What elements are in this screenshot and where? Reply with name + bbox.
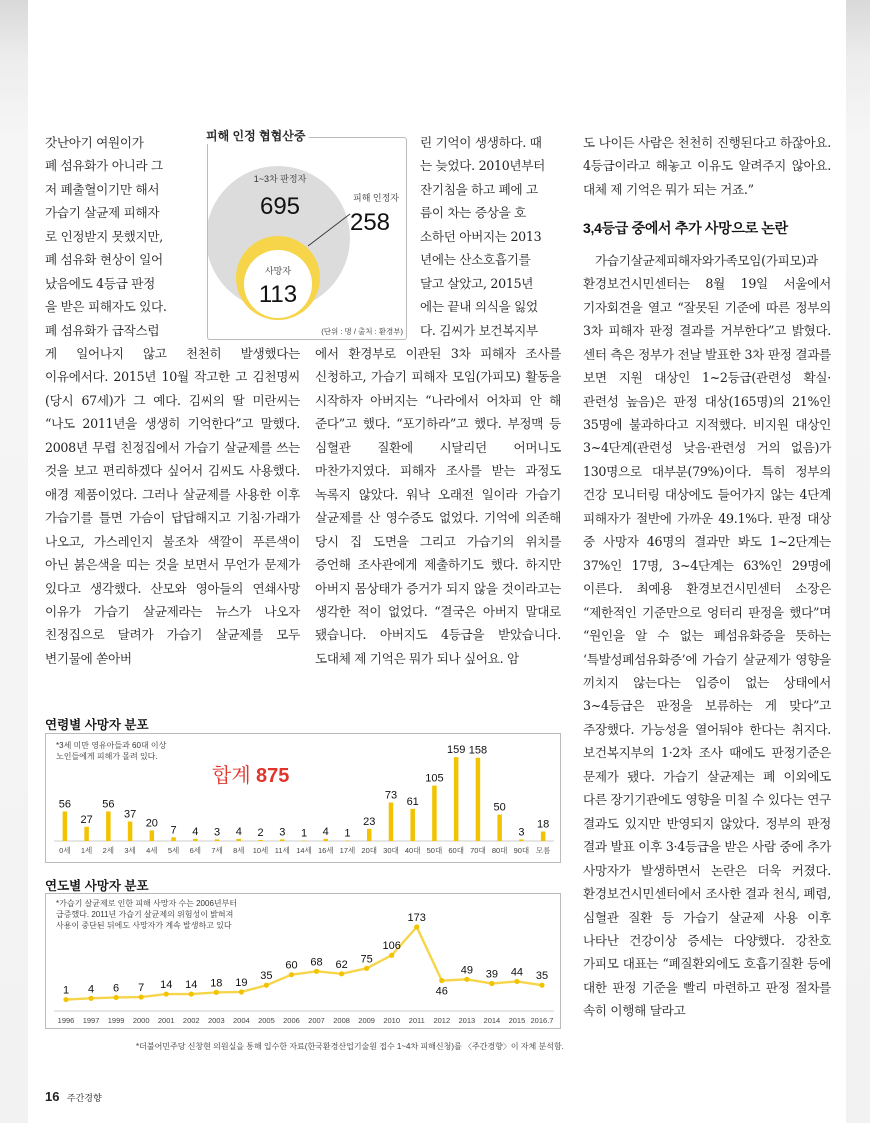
column1-wrapped <box>45 131 180 342</box>
year-point <box>489 981 494 986</box>
age-value-label: 3 <box>279 826 286 839</box>
age-tick-label: 1세 <box>80 846 93 855</box>
age-tick-label: 80대 <box>491 846 508 855</box>
age-tick-label: 4세 <box>146 846 158 855</box>
age-tick-label: 6세 <box>189 846 202 855</box>
column1-body <box>45 342 300 670</box>
year-value-label: 106 <box>382 940 401 953</box>
year-point <box>539 983 544 988</box>
age-value-label: 56 <box>58 798 71 811</box>
year-point <box>214 990 219 995</box>
age-value-label: 1 <box>300 827 308 840</box>
year-point <box>439 978 444 983</box>
age-bar <box>258 840 263 841</box>
year-value-label: 39 <box>485 968 499 981</box>
age-bar <box>519 839 524 841</box>
age-bar <box>63 811 68 841</box>
age-bar <box>280 839 285 841</box>
age-value-label: 20 <box>145 817 158 830</box>
unit-note: (단위 : 명 / 출처 : 환경부) <box>321 327 403 336</box>
year-tick-label: 2016.7 <box>530 1016 554 1025</box>
age-tick-label: 30대 <box>383 846 399 855</box>
year-chart-title: 연도별 사망자 분포 <box>45 879 149 893</box>
year-tick-label: 2015 <box>508 1016 526 1025</box>
age-value-label: 27 <box>80 813 93 826</box>
text-line: 에는 끝내 의식을 잃었 <box>420 299 538 315</box>
year-tick-label: 1999 <box>107 1016 125 1025</box>
age-value-label: 61 <box>406 795 419 808</box>
inset-chart-title: 피해 인정 협협산중 <box>206 127 309 144</box>
year-tick-label: 2001 <box>157 1016 175 1025</box>
year-point <box>339 971 344 976</box>
year-value-label: 75 <box>360 953 373 966</box>
year-tick-label: 2000 <box>132 1016 150 1025</box>
age-bar <box>323 839 328 841</box>
year-note-line3: 사용이 중단된 뒤에도 사망자가 계속 발생하고 있다 <box>56 921 232 930</box>
text-line: 로 인정받지 못했지만, <box>45 228 163 244</box>
age-total-value: 875 <box>256 765 290 787</box>
age-tick-label: 3세 <box>124 846 136 855</box>
text-line: 는 늦었다. 2010년부터 <box>420 158 546 174</box>
text-line: 났음에도 4등급 판정 <box>45 275 156 291</box>
age-tick-label: 8세 <box>233 846 245 855</box>
age-tick-label: 모름 <box>535 846 551 855</box>
age-tick-label: 2세 <box>102 846 115 855</box>
age-value-label: 158 <box>468 744 488 757</box>
age-bar <box>302 840 307 841</box>
year-point <box>389 953 394 958</box>
inset-chart-svg <box>208 138 408 341</box>
text-line: 저 폐출혈이기만 해서 <box>45 181 160 197</box>
age-tick-label: 5세 <box>167 846 180 855</box>
column1-text: 게 일어나지 않고 천천히 발생했다는 이유에서다. 2015년 10월 작고한 고 김천명씨(당시 67세)가 그 예다. 김씨의 딸 미란씨는 “나도 2011년을 생생히 기억한다”고 말했다. 2008년 무렵 친정집에서 가습기 살균제를 쓰는 것을 보고 편리하겠다 싶어서 김씨도 사용했다. 애경 제품이었다. 그러나 살균제를 사용한 이후 가습기를 틀면 가슴이 답답해지고 기침·가래가 나오고, 가스레인지 불조차 색깔이 푸른색이 아닌 붉은색을 띠는 것을 보면서 무언가 문제가 있다고 생각했다. 산모와 영아들의 연쇄사망 이유가 가습기 살균제라는 뉴스가 나오자 친정집으로 달려가 가습기 살균제를 모두 변기물에 쏟아버 <box>45 346 300 666</box>
page-number: 16 <box>45 1089 60 1104</box>
year-tick-label: 2007 <box>308 1016 325 1025</box>
inset-chart-box <box>207 137 407 340</box>
age-note-line2: 노인들에게 피해가 몰려 있다. <box>56 752 158 761</box>
year-point <box>464 977 469 982</box>
column3-para2: 가습기살균제피해자와가족모임(가피모)과 환경보건시민센터는 8월 19일 서울에서 기자회견을 열고 “잘못된 기준에 따른 정부의 3차 피해자 판정 결과를 거부한다”고 밝혔다. 센터 측은 정부가 전날 발표한 3차 판정 결과를 보면 지원 대상인 1~2등급(관련성 확실·관련성 높음)은 판정 대상(165명)의 21%인 35명에 불과하다고 지적했다. 비지원 대상인 3~4단계(관련성 낮음·관련성 거의 없음)가 130명으로 대부분(79%)이다. 특히 정부의 건강 모니터링 대상에도 들어가지 않는 4단계 피해자가 절반에 가까운 49.1%다. 판정 대상 중 사망자 46명의 결과만 봐도 1~2단계는 37%인 17명, 3~4단계는 63%인 29명에 이른다. 최예용 환경보건시민센터 소장은 “제한적인 기준만으로 엉터리 판정을 했다”며 “원인을 알 수 없는 폐섬유화증을 뜻하는 ‘특발성폐섬유화증’에 가습기 살균제가 영향을 끼치지 않는다는 입증이 없는 상태에서 3~4등급은 판정을 보류하는 게 맞다”고 주장했다. 가능성을 열어둬야 한다는 취지다. 보건복지부의 1·2차 조사 때에도 판정기준은 문제가 됐다. 가습기 살균제는 폐 이외에도 다른 장기기관에도 영향을 미칠 수 있다는 연구 결과도 있지만 반영되지 않았다. 정부의 판정 결과 발표 이후 3·4등급을 받은 사람 중에 추가 사망자가 발생하면서 논란은 더욱 커졌다. 환경보건시민센터에서 조사한 결과 천식, 폐렴, 심혈관 질환 등 가습기 살균제 사용 이후 나타난 건강이상 증세는 다양했다. 강찬호 가피모 대표는 “폐질환외에도 호흡기질환 등에 대한 판정 기준을 빨리 마련하고 판정 절차를 속히 이행해 달라고 <box>583 252 831 1019</box>
age-tick-label: 17세 <box>339 846 356 855</box>
year-value-label: 14 <box>160 979 173 992</box>
age-bar <box>345 840 350 841</box>
outer-label: 1~3차 판정자 <box>253 174 307 184</box>
text-line: 름이 차는 증상을 호 <box>420 205 527 221</box>
middle-label: 피해 인정자 <box>353 193 399 203</box>
year-value-label: 35 <box>535 970 549 983</box>
age-bar <box>106 811 111 841</box>
age-bar <box>84 827 89 841</box>
text-line: 폐 섬유화 현상이 일어 <box>45 252 163 268</box>
year-value-label: 49 <box>460 964 473 977</box>
age-value-label: 3 <box>213 826 221 839</box>
text-line: 다. 김씨가 보건복지부 <box>420 322 538 338</box>
year-point <box>63 997 68 1002</box>
year-point <box>114 995 119 1000</box>
age-bar <box>432 786 437 841</box>
age-bar <box>454 757 459 841</box>
age-value-label: 23 <box>363 815 376 828</box>
age-bar <box>128 821 133 841</box>
year-value-label: 46 <box>435 985 448 998</box>
column2-text: 에서 환경부로 이관된 3차 피해자 조사를 신청하고, 가습기 피해자 모임(가피모) 활동을 시작하자 아버지는 “나라에서 어차피 안 해 준다”고 했다. “포기하라”고 했다. 부정맥 등 심혈관 질환에 시달리던 어머니도 마찬가지였다. 피해자 조사를 받는 과정도 녹록지 않았다. 워낙 오래전 일이라 가습기 살균제를 산 영수증도 없었다. 기억에 의존해 당시 집 도면을 그리고 가습기의 위치를 증언해 조사관에게 제출하기도 했다. 하지만 아버지 몸상태가 증거가 되지 않을 것이라고는 생각한 적이 없었다. “결국은 아버지 말대로 됐습니다. 아버지도 4등급을 받았습니다. 도대체 제 기억은 뭐가 되나 싶어요. 암 <box>315 346 561 666</box>
age-bar <box>476 758 481 841</box>
year-value-label: 60 <box>285 959 298 972</box>
age-value-label: 73 <box>384 789 398 802</box>
age-bar <box>193 839 198 841</box>
text-line: 년에는 산소호흡기를 <box>420 252 531 268</box>
age-tick-label: 40대 <box>404 846 421 855</box>
age-total-label: 합계 <box>212 765 251 787</box>
year-point <box>314 969 319 974</box>
year-value-label: 7 <box>138 982 145 995</box>
year-tick-label: 2011 <box>408 1016 425 1025</box>
text-line: 갓난아기 여원이가 <box>45 135 144 150</box>
year-value-label: 18 <box>210 977 223 990</box>
year-value-label: 1 <box>62 984 70 997</box>
section-heading: 3,4등급 중에서 추가 사망으로 논란 <box>583 220 788 237</box>
age-chart-svg <box>46 734 562 864</box>
year-point <box>364 966 369 971</box>
text-line: 달고 살았고, 2015년 <box>420 275 534 291</box>
age-tick-label: 0세 <box>59 846 71 855</box>
age-chart-box <box>45 733 561 863</box>
age-bar <box>410 809 415 841</box>
age-bar <box>389 803 394 841</box>
year-value-label: 35 <box>260 970 273 983</box>
age-value-label: 159 <box>446 744 466 757</box>
text-line: 가습기 살균제 피해자 <box>45 205 160 221</box>
age-tick-label: 90대 <box>513 846 530 855</box>
year-tick-label: 1996 <box>57 1016 75 1025</box>
age-tick-label: 70대 <box>470 846 486 855</box>
year-tick-label: 2012 <box>433 1016 451 1025</box>
middle-value: 258 <box>349 209 391 236</box>
age-value-label: 7 <box>170 824 177 837</box>
year-note-line2: 급증했다. 2011년 가습기 살균제의 위험성이 밝혀져 <box>56 910 234 919</box>
age-bar <box>541 832 546 841</box>
age-value-label: 3 <box>518 826 525 839</box>
year-chart-svg <box>46 894 562 1030</box>
column3 <box>583 131 831 1023</box>
age-note-line1: *3세 미만 영유아들과 60대 이상 <box>56 741 167 750</box>
outer-value: 695 <box>259 193 301 220</box>
text-line: 을 받은 피해자도 있다. <box>45 299 167 315</box>
age-chart-title: 연령별 사망자 분포 <box>45 718 149 732</box>
year-tick-label: 2008 <box>333 1016 350 1025</box>
year-value-label: 173 <box>407 911 426 924</box>
column2-body <box>315 342 561 670</box>
age-tick-label: 50대 <box>426 846 443 855</box>
text-line: 린 기억이 생생하다. 때 <box>420 135 542 150</box>
inner-label: 사망자 <box>264 266 292 276</box>
year-tick-label: 2014 <box>483 1016 501 1025</box>
age-value-label: 105 <box>425 772 444 785</box>
age-tick-label: 60대 <box>448 846 464 855</box>
text-line: 소하던 아버지는 2013 <box>420 228 542 244</box>
year-point <box>514 979 519 984</box>
year-point <box>264 983 269 988</box>
age-value-label: 18 <box>537 818 550 831</box>
age-value-label: 50 <box>493 801 506 814</box>
year-value-label: 19 <box>235 976 248 989</box>
age-tick-label: 7세 <box>211 846 223 855</box>
page-footer <box>45 1088 102 1106</box>
year-tick-label: 2013 <box>458 1016 476 1025</box>
year-tick-label: 2003 <box>207 1016 225 1025</box>
year-point <box>414 924 419 929</box>
age-value-label: 1 <box>344 827 351 840</box>
age-value-label: 4 <box>192 825 199 838</box>
magazine-name: 주간경향 <box>66 1093 102 1103</box>
age-value-label: 4 <box>235 825 242 838</box>
year-value-label: 62 <box>335 958 348 971</box>
year-point <box>289 972 294 977</box>
year-value-label: 4 <box>87 983 95 996</box>
text-line: 잔기침을 하고 폐에 고 <box>420 181 538 197</box>
year-value-label: 68 <box>310 956 323 969</box>
year-point <box>239 989 244 994</box>
age-tick-label: 20대 <box>361 846 378 855</box>
year-point <box>164 991 169 996</box>
age-tick-label: 14세 <box>296 846 312 855</box>
age-tick-label: 11세 <box>274 846 290 855</box>
age-bar <box>237 839 242 841</box>
age-bar <box>171 837 176 841</box>
year-tick-label: 2010 <box>383 1016 401 1025</box>
year-value-label: 44 <box>510 966 524 979</box>
text-line: 폐 섬유화가 급작스럽 <box>45 322 160 338</box>
year-tick-label: 2006 <box>283 1016 300 1025</box>
text-line: 폐 섬유화가 아니라 그 <box>45 158 163 174</box>
age-bar <box>215 839 220 841</box>
age-value-label: 2 <box>257 826 264 839</box>
column2-wrapped <box>420 131 555 342</box>
source-note: *더불어민주당 신창현 의원실을 통해 입수한 자료(한국환경산업기술원 접수 1~4차 피해신청)를 〈주간경향〉이 자체 분석함. <box>136 1042 564 1051</box>
year-tick-label: 2009 <box>358 1016 375 1025</box>
year-value-label: 14 <box>185 979 198 992</box>
age-bar <box>367 829 372 841</box>
year-point <box>88 996 93 1001</box>
year-point <box>189 991 194 996</box>
year-value-label: 6 <box>113 982 120 995</box>
year-tick-label: 2005 <box>258 1016 275 1025</box>
age-tick-label: 10세 <box>252 846 269 855</box>
year-chart-box <box>45 893 561 1029</box>
age-tick-label: 16세 <box>317 846 334 855</box>
column3-para1: 도 나이든 사람은 천천히 진행된다고 하잖아요. 4등급이라고 해놓고 이유도 알려주지 않아요. 대체 제 기억은 뭐가 되는 거죠.” <box>583 135 831 197</box>
inner-value: 113 <box>258 281 298 308</box>
year-tick-label: 1997 <box>82 1016 100 1025</box>
age-value-label: 56 <box>102 798 115 811</box>
year-tick-label: 2002 <box>182 1016 200 1025</box>
year-point <box>139 994 144 999</box>
age-value-label: 4 <box>322 825 329 838</box>
year-note-line1: *가습기 살균제로 인한 피해 사망자 수는 2006년부터 <box>56 899 238 908</box>
age-bar <box>497 815 502 841</box>
age-bar <box>150 830 155 841</box>
year-tick-label: 2004 <box>233 1016 250 1025</box>
age-value-label: 37 <box>123 808 137 821</box>
